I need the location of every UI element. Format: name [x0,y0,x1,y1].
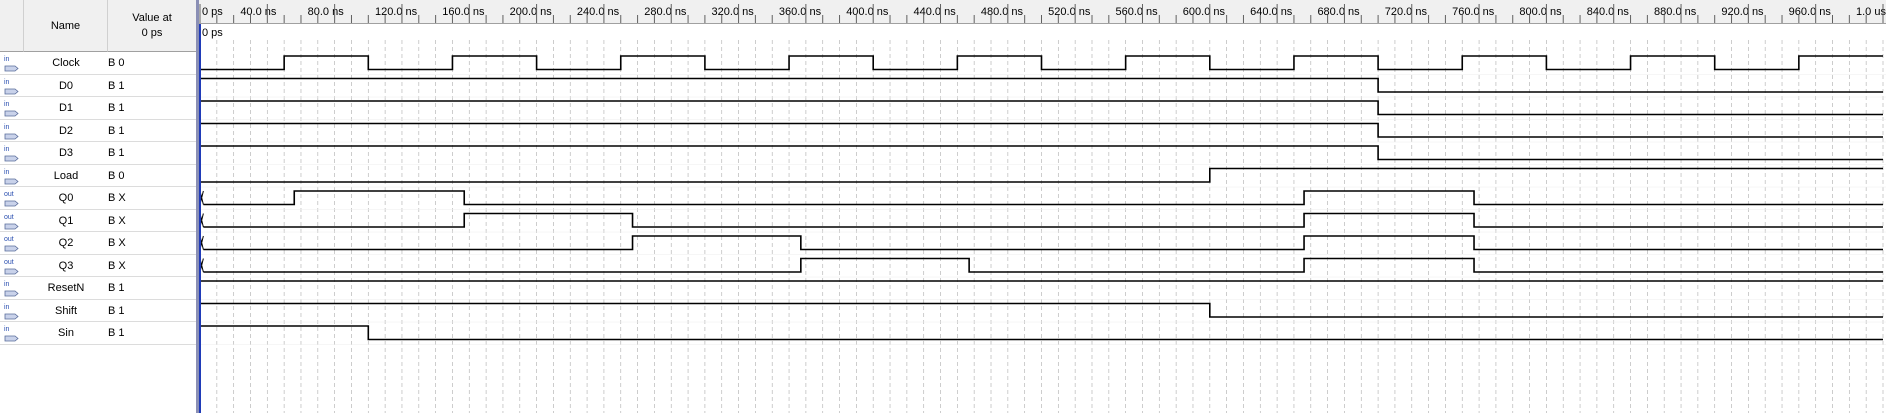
input-pin-icon [3,167,21,185]
input-pin-icon [3,279,21,297]
svg-text:in: in [4,168,10,176]
signal-row[interactable] [0,187,196,210]
signal-value: B 1 [108,304,125,317]
ruler-tick-label: 600.0 ns [1182,6,1225,18]
input-pin-icon [3,99,21,117]
ruler-tick-label: 560.0 ns [1115,6,1158,18]
signal-row[interactable] [0,300,196,323]
signal-value: B 1 [108,147,125,159]
ruler-tick-label: 120.0 ns [374,6,418,18]
input-pin-icon [3,324,21,342]
svg-text:in: in [4,281,10,288]
input-pin-icon [3,122,21,140]
signal-name: Load [53,169,79,182]
waveform-clock [200,56,1883,70]
waveform-q2 [203,236,1883,250]
signal-row[interactable] [0,232,196,255]
ruler-tick-label: 240.0 ns [576,6,620,18]
svg-text:in: in [4,146,10,153]
ruler-tick-label: 80.0 ns [307,6,344,18]
signal-value: B X [108,237,126,249]
output-pin-icon [3,257,21,275]
waveform-canvas[interactable] [199,0,1886,413]
ruler-tick-label: 360.0 ns [778,6,822,18]
ruler-tick-label: 840.0 ns [1586,6,1629,18]
signal-row[interactable] [0,97,196,120]
signal-name: Q1 [58,214,74,227]
svg-text:out: out [4,213,14,221]
value-column-header[interactable] [108,0,196,52]
output-pin-icon [3,189,21,207]
ruler-tick-label: 880.0 ns [1654,6,1697,18]
signal-name: D2 [58,124,74,137]
ruler-tick-label: 520.0 ns [1048,6,1091,18]
svg-text:in: in [4,303,10,311]
ruler-tick-label: 320.0 ns [711,6,754,18]
signal-value: B X [108,192,126,204]
signal-value: B X [108,214,126,227]
signal-name: Q0 [58,192,74,204]
svg-text:in: in [4,101,10,108]
ruler-tick-label: 200.0 ns [509,6,552,18]
signal-value: B 0 [108,169,125,182]
signal-row[interactable] [0,165,196,188]
signal-name: D1 [58,102,74,114]
signal-value: B 1 [108,79,125,92]
svg-text:in: in [4,78,10,86]
signal-name: Shift [54,304,77,317]
input-pin-icon [3,302,21,320]
ruler-tick-label: 1.0 us [1856,6,1886,18]
name-column-header[interactable] [24,0,108,52]
value-column-label-line2: 0 ps [141,26,163,39]
ruler-tick-label: 0 ps [202,6,223,18]
cursor-time-label: 0 ps [202,27,223,39]
name-column-label: Name [50,19,81,32]
signal-value: B 1 [108,102,125,114]
input-pin-icon [3,54,21,72]
signal-name: Clock [52,57,80,69]
signal-row[interactable] [0,255,196,278]
output-pin-icon [3,234,21,252]
signal-name: Q3 [58,259,74,272]
signal-value: B X [108,259,126,272]
ruler-tick-label: 640.0 ns [1250,6,1293,18]
ruler-tick-label: 800.0 ns [1519,6,1562,18]
ruler-tick-label: 920.0 ns [1721,6,1764,18]
ruler-tick-label: 720.0 ns [1384,6,1427,18]
signal-row[interactable] [0,322,196,345]
input-pin-icon [3,144,21,162]
signal-row[interactable] [0,52,196,75]
svg-text:out: out [4,258,14,266]
waveform-panel[interactable] [199,0,1886,413]
signal-value: B 0 [108,57,125,69]
svg-text:out: out [4,236,14,243]
waveform-q3 [203,259,1883,273]
signal-name: D3 [58,147,74,159]
signal-row[interactable] [0,120,196,143]
ruler-tick-label: 440.0 ns [913,6,956,18]
signal-list-panel [0,0,196,413]
ruler-tick-label: 400.0 ns [846,6,889,18]
svg-text:in: in [4,56,10,63]
svg-text:out: out [4,191,14,198]
signal-name: Q2 [58,237,74,249]
signal-row[interactable] [0,75,196,98]
signal-value: B 1 [108,327,125,339]
ruler-tick-label: 40.0 ns [240,6,277,18]
ruler-tick-label: 960.0 ns [1788,6,1831,18]
header-gutter [0,0,24,52]
ruler-tick-label: 680.0 ns [1317,6,1360,18]
signal-row[interactable] [0,210,196,233]
signal-row[interactable] [0,277,196,300]
value-column-label-line1: Value at [132,11,172,24]
input-pin-icon [3,77,21,95]
waveform-q1 [203,214,1883,228]
svg-text:in: in [4,123,10,131]
output-pin-icon [3,212,21,230]
ruler-tick-label: 760.0 ns [1452,6,1495,18]
waveform-q0 [203,191,1883,205]
signal-value: B 1 [108,282,125,294]
ruler-tick-label: 280.0 ns [644,6,687,18]
signal-value: B 1 [108,124,125,137]
svg-text:in: in [4,326,10,333]
signal-name: Sin [58,327,74,339]
signal-name: ResetN [47,282,85,294]
signal-name: D0 [58,79,74,92]
ruler-tick-label: 160.0 ns [442,6,485,18]
signal-row[interactable] [0,142,196,165]
ruler-tick-label: 480.0 ns [980,6,1024,18]
